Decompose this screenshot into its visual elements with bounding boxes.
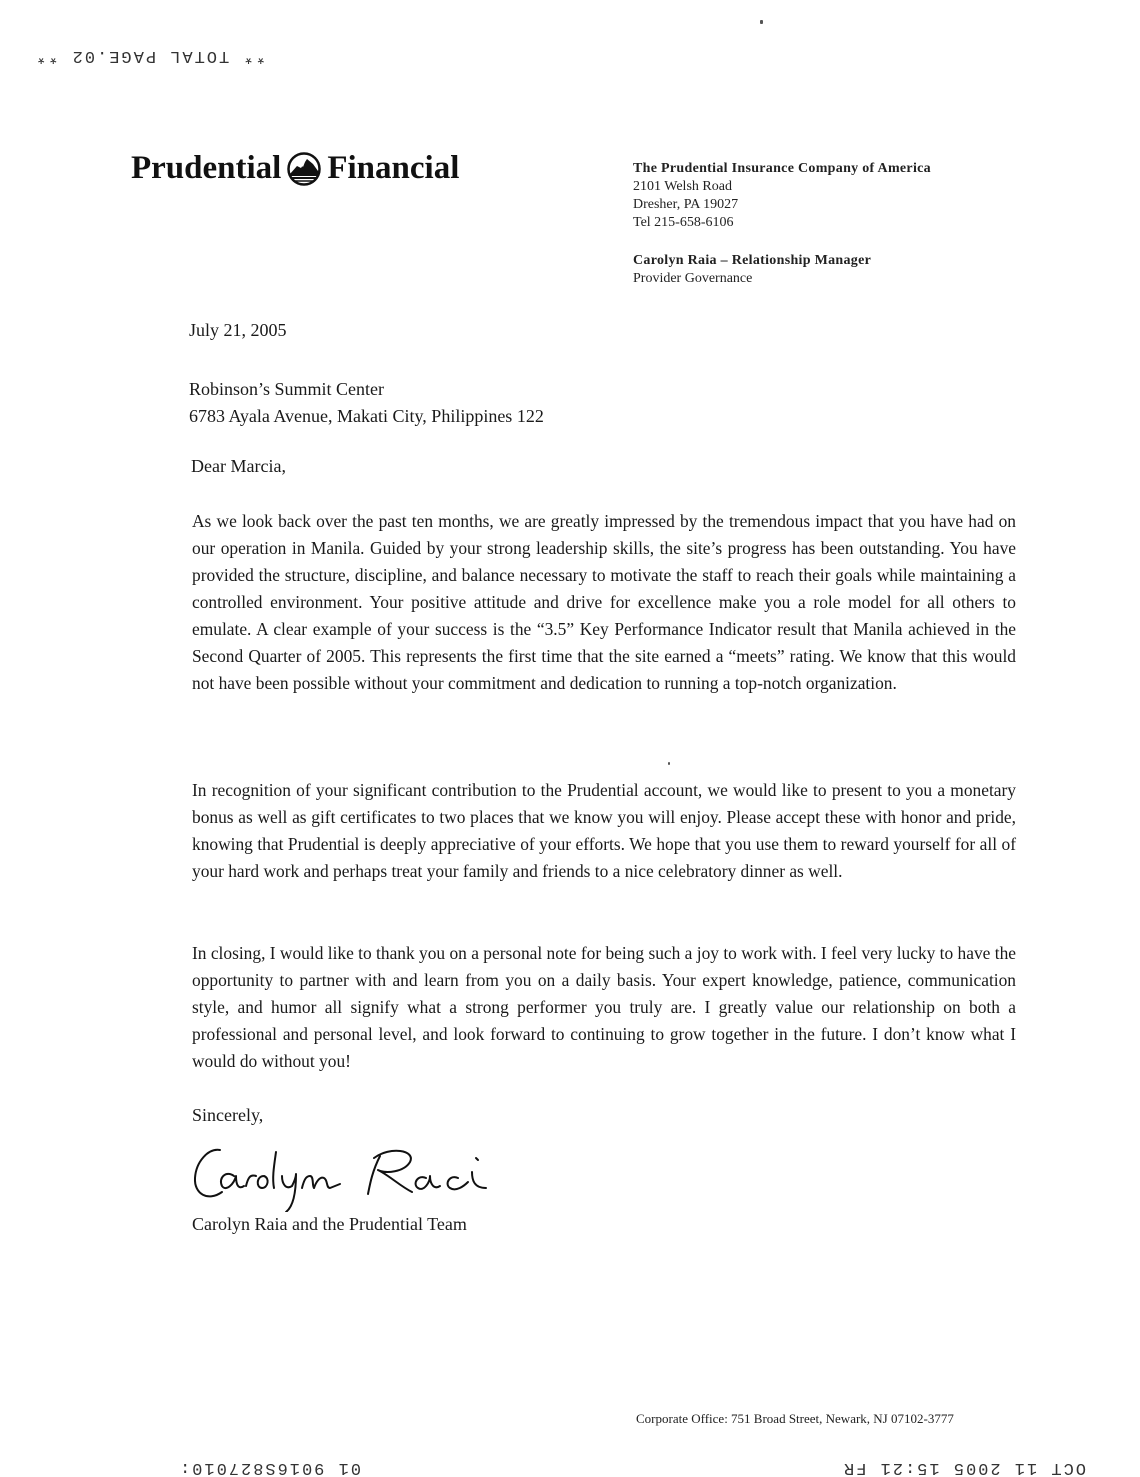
recipient-block	[189, 376, 544, 430]
rock-of-gibraltar-icon	[287, 152, 321, 186]
recipient-address: 6783 Ayala Avenue, Makati City, Philippines 122	[189, 406, 544, 426]
fax-header-stamp: ** TOTAL PAGE.02 **	[34, 46, 266, 65]
logo-word-right: Financial	[327, 150, 460, 186]
handwritten-signature	[190, 1132, 500, 1217]
sender-title: Carolyn Raia – Relationship Manager	[633, 253, 872, 268]
fax-footer-left-stamp: 01 9016S827010:	[178, 1458, 362, 1477]
scan-speck	[760, 20, 763, 24]
company-address-block	[633, 160, 931, 232]
closing: Sincerely,	[192, 1105, 264, 1125]
body-paragraph-1: As we look back over the past ten months, we are greatly impressed by the tremendous impact that you have had on our operation in Manila. Guided by your strong leadership skills, the site’s progress has been outstanding. You have provided the structure, discipline, and balance necessary to motivate the staff to reach their goals while maintaining a controlled environment. Your positive attitude and drive for excellence make you a role model for all others to emulate. A clear example of your success is the “3.5” Key Performance Indicator result that Manila achieved in the Second Quarter of 2005. This represents the first time that the site earned a “meets” rating. We know that this would not have been possible without your commitment and dedication to running a top-notch organization.	[192, 511, 1016, 693]
sender-department: Provider Governance	[633, 271, 753, 286]
prudential-logo	[131, 150, 459, 187]
signed-name: Carolyn Raia and the Prudential Team	[192, 1214, 467, 1234]
logo-word-left: Prudential	[131, 150, 282, 186]
fax-footer-right-stamp: OCT 11 2005 15:21 FR	[842, 1458, 1087, 1477]
body-paragraph-3: In closing, I would like to thank you on a personal note for being such a joy to work with. I feel very lucky to have the opportunity to partner with and learn from you on a daily basis. Your expert knowledge, patience, communication style, and humor all signify what a strong performer you truly are. I greatly value our relationship on both a professional and personal level, and look forward to continuing to grow together in the future. I don’t know what I would do without you!	[192, 943, 1016, 1071]
recipient-org: Robinson’s Summit Center	[189, 379, 385, 399]
body-paragraph-2: In recognition of your significant contribution to the Prudential account, we would like to present to you a monetary bonus as well as gift certificates to two places that we know you will enjoy. Please accept these with honor and pride, knowing that Prudential is deeply appreciative of your efforts. We hope that you use them to reward yourself for all of your hard work and perhaps treat your family and friends to a nice celebratory dinner as well.	[192, 780, 1016, 881]
company-name: The Prudential Insurance Company of America	[633, 161, 931, 176]
company-street: 2101 Welsh Road	[633, 179, 732, 194]
salutation: Dear Marcia,	[191, 456, 286, 476]
company-city: Dresher, PA 19027	[633, 197, 739, 212]
company-phone: Tel 215-658-6106	[633, 215, 734, 230]
corporate-office-footer: Corporate Office: 751 Broad Street, Newark, NJ 07102-3777	[636, 1411, 954, 1426]
letter-date: July 21, 2005	[189, 320, 287, 340]
scan-speck	[668, 762, 670, 765]
sender-block	[633, 252, 871, 288]
